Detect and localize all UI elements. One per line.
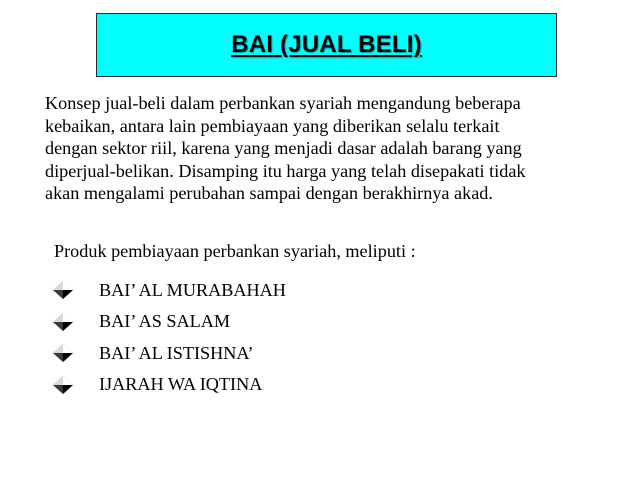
list-item: [52, 374, 286, 396]
paragraph-line: kebaikan, antara lain pembiayaan yang diberikan selalu terkait: [45, 115, 500, 136]
diamond-bullet-icon: [52, 375, 74, 395]
paragraph-line: Konsep jual-beli dalam perbankan syariah mengandung beberapa: [45, 93, 521, 113]
diamond-bullet-icon: [52, 312, 74, 332]
body-paragraph: [45, 92, 625, 205]
diamond-bullet-icon: [52, 343, 74, 363]
title-box: [96, 13, 557, 77]
list-item: [52, 279, 286, 301]
paragraph-line: akan mengalami perubahan sampai dengan berakhirnya akad.: [45, 183, 493, 204]
list-item: [52, 342, 286, 364]
list-item-label: BAI’ AS SALAM: [99, 311, 231, 331]
list-item-label: BAI’ AL MURABAHAH: [99, 279, 286, 300]
list-item: [52, 311, 286, 333]
list-item-label: IJARAH WA IQTINA: [99, 374, 263, 394]
list-item-label: BAI’ AL ISTISHNA’: [99, 342, 254, 363]
paragraph-line: diperjual-belikan. Disamping itu harga yang telah disepakati tidak: [45, 160, 526, 181]
list-intro: Produk pembiayaan perbankan syariah, meliputi :: [54, 241, 416, 261]
paragraph-line: dengan sektor riil, karena yang menjadi dasar adalah barang yang: [45, 138, 522, 159]
product-list: [52, 279, 286, 405]
slide-title: BAI (JUAL BELI): [231, 31, 422, 58]
diamond-bullet-icon: [52, 280, 74, 300]
